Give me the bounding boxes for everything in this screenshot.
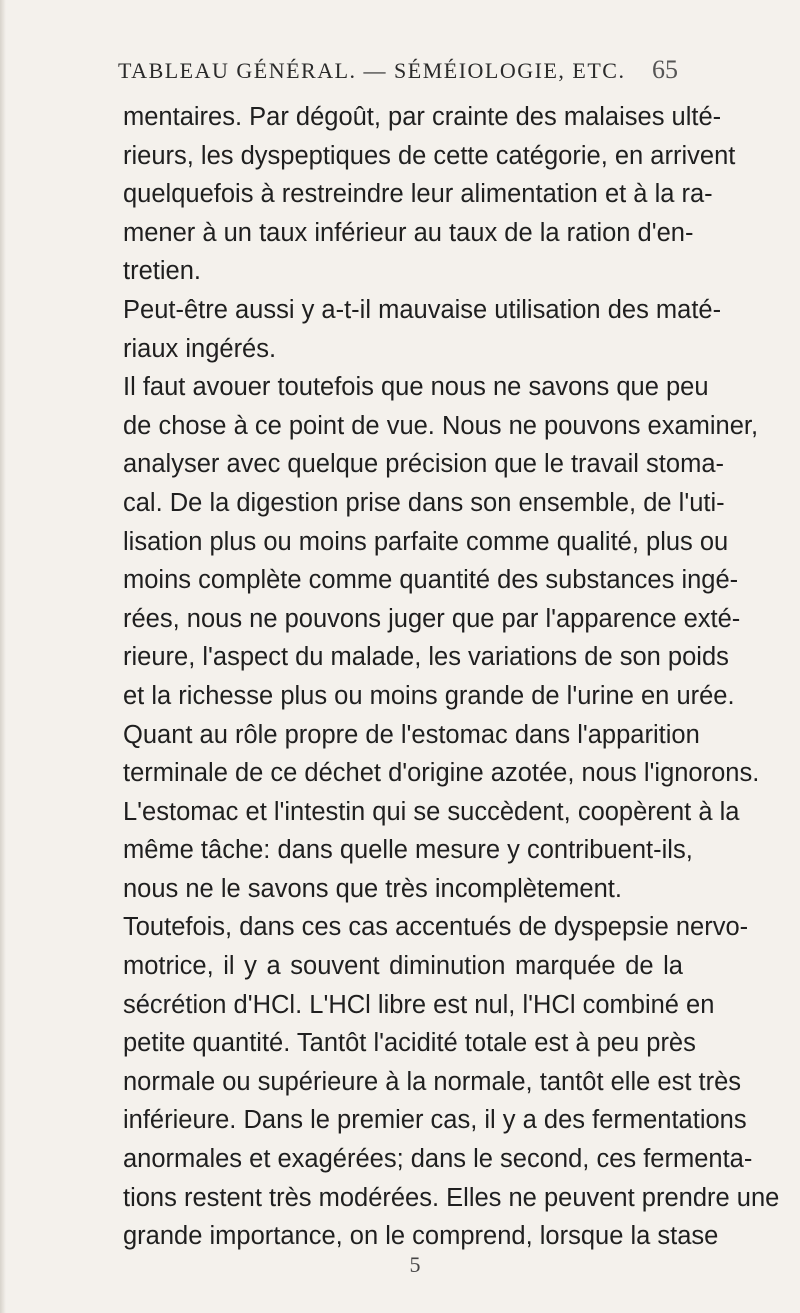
text-line: Quant au rôle propre de l'estomac dans l'apparition	[123, 720, 700, 749]
text-line: normale ou supérieure à la normale, tantôt elle est très	[123, 1067, 742, 1096]
text-line: lisation plus ou moins parfaite comme qualité, plus ou	[123, 527, 729, 556]
text-line: terminale de ce déchet d'origine azotée, nous l'ignorons.	[123, 759, 760, 788]
text-line: Peut-être aussi y a-t-il mauvaise utilisation des maté-	[123, 295, 722, 324]
text-line: Toutefois, dans ces cas accentués de dyspepsie nervo-	[123, 913, 749, 942]
text-line: moins complète comme quantité des substances ingé-	[123, 566, 739, 595]
text-line: Il faut avouer toutefois que nous ne savons que peu	[123, 373, 709, 402]
text-line: analyser avec quelque précision que le travail stoma-	[123, 450, 724, 479]
text-line: motrice, il y a souvent diminution marquée de la	[123, 952, 683, 981]
running-header	[118, 55, 678, 85]
page-edge-shadow	[0, 0, 6, 1313]
text-line: rées, nous ne pouvons juger que par l'apparence exté-	[123, 604, 741, 633]
signature-mark: 5	[409, 1252, 421, 1277]
text-line: grande importance, on le comprend, lorsque la stase	[123, 1222, 719, 1251]
page-number: 65	[652, 55, 678, 84]
text-line: petite quantité. Tantôt l'acidité totale est à peu près	[123, 1029, 696, 1058]
text-line: tions restent très modérées. Elles ne peuvent prendre une	[123, 1183, 780, 1212]
text-line: mentaires. Par dégoût, par crainte des malaises ulté-	[123, 103, 722, 131]
text-line: sécrétion d'HCl. L'HCl libre est nul, l'HCl combiné en	[123, 990, 715, 1019]
text-line: rieure, l'aspect du malade, les variations de son poids	[123, 643, 729, 672]
running-title: TABLEAU GÉNÉRAL. — SÉMÉIOLOGIE, ETC.	[118, 58, 626, 83]
text-line: L'estomac et l'intestin qui se succèdent, coopèrent à la	[123, 797, 740, 826]
body-text	[123, 98, 780, 1256]
text-line: anormales et exagérées; dans le second, ces fermenta-	[123, 1145, 753, 1174]
text-line: mener à un taux inférieur au taux de la ration d'en-	[123, 218, 694, 247]
text-line: riaux ingérés.	[123, 334, 277, 363]
text-line: et la richesse plus ou moins grande de l'urine en urée.	[123, 681, 735, 710]
text-line: rieurs, les dyspeptiques de cette catégorie, en arrivent	[123, 141, 736, 170]
text-line: tretien.	[123, 257, 201, 286]
text-line: inférieure. Dans le premier cas, il y a des fermentations	[123, 1106, 747, 1135]
text-line: cal. De la digestion prise dans son ensemble, de l'uti-	[123, 488, 725, 517]
text-line: même tâche: dans quelle mesure y contribuent-ils,	[123, 836, 693, 865]
text-line: nous ne le savons que très incomplètement.	[123, 874, 622, 903]
text-line: de chose à ce point de vue. Nous ne pouvons examiner,	[123, 411, 759, 440]
text-line: quelquefois à restreindre leur alimentation et à la ra-	[123, 180, 713, 209]
